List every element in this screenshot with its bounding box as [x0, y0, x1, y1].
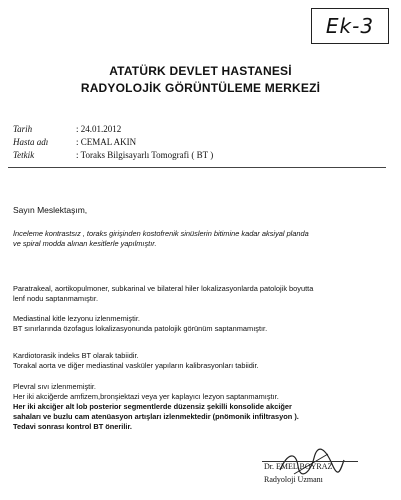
date-label: Tarih — [13, 124, 33, 134]
lymph-node-paragraph — [13, 284, 393, 304]
signature-name: Dr. EMEL BOYRAZ — [264, 462, 333, 471]
date-value: : 24.01.2012 — [76, 124, 122, 134]
text-line: Her iki akciğer alt lob posterior segmentlerde düzensiz şekilli konsolide akciğer — [13, 402, 292, 411]
text-line: Her iki akciğerde amfizem,bronşiektazi veya yer kaplayıcı lezyon saptanmamıştır. — [13, 392, 279, 401]
text-line: BT sınırlarında özofagus lokalizasyonunda patolojik görünüm saptanmamıştır. — [13, 324, 268, 333]
hospital-name: ATATÜRK DEVLET HASTANESİ — [109, 64, 292, 78]
text-line: sahaları ve buzlu cam atenüasyon artışları izlenmektedir (pnömonik infiltrasyon ). — [13, 412, 299, 421]
signature-title: Radyoloji Uzmanı — [264, 475, 323, 484]
text-line: Plevral sıvı izlenmemiştir. — [13, 382, 96, 391]
lesion-paragraph — [13, 314, 393, 334]
annex-label: Ek-3 — [311, 8, 389, 44]
greeting: Sayın Meslektaşım, — [13, 205, 88, 215]
header-divider — [8, 167, 386, 168]
department-name: RADYOLOJİK GÖRÜNTÜLEME MERKEZİ — [80, 81, 321, 95]
conclusion-paragraph — [13, 402, 393, 432]
patient-label: Hasta adı — [13, 137, 49, 147]
cardio-paragraph — [13, 351, 393, 371]
pleura-paragraph — [13, 382, 393, 402]
exam-value: : Toraks Bilgisayarlı Tomografi ( BT ) — [76, 150, 214, 160]
text-line: Kardiotorasik indeks BT olarak tabiidir. — [13, 351, 139, 360]
text-line: Torakal aorta ve diğer mediastinal vasküler yapıların kalibrasyonları tabiidir. — [13, 361, 259, 370]
text-line: ve spiral modda alınan kesitlerle yapılmıştır. — [13, 239, 157, 248]
text-line: Paratrakeal, aortikopulmoner, subkarinal ve bilateral hiler lokalizasyonlarda patolojik boyutta — [13, 284, 314, 293]
text-line: lenf nodu saptanmamıştır. — [13, 294, 99, 303]
text-line: Mediastinal kitle lezyonu izlenmemiştir. — [13, 314, 140, 323]
text-line: Tedavi sonrası kontrol BT önerilir. — [13, 422, 132, 431]
technique-paragraph — [13, 229, 393, 249]
exam-label: Tetkik — [13, 150, 35, 160]
text-line: İnceleme kontrastsız , toraks girişinden kostofrenik sinüslerin bitimine kadar aksiyal planda — [13, 229, 309, 238]
patient-value: : CEMAL AKIN — [76, 137, 137, 147]
